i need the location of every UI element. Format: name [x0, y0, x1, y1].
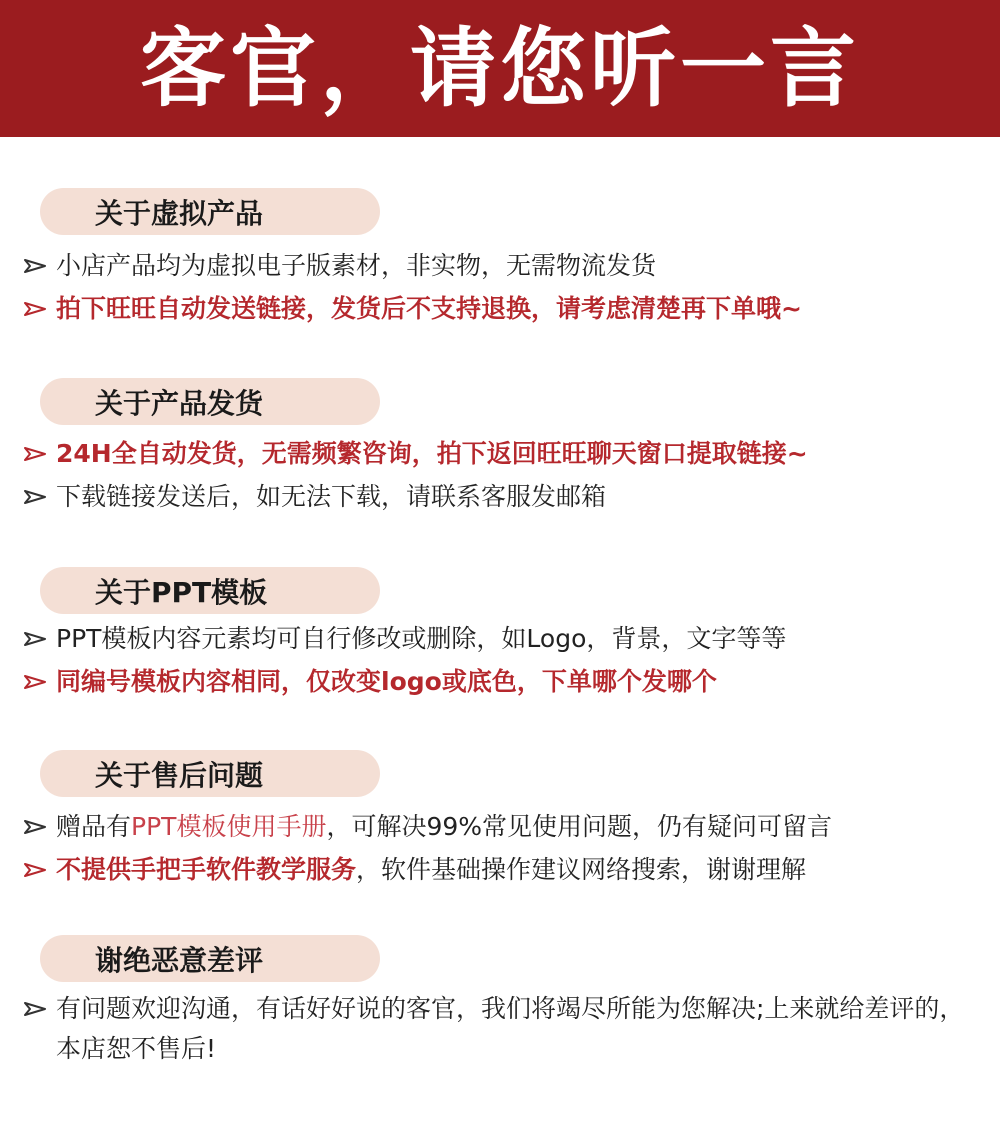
highlight-text: 不提供手把手软件教学服务	[56, 855, 357, 884]
bullet-text	[56, 807, 990, 847]
bullet-line	[20, 989, 970, 1069]
bullet-text: PPT模板内容元素均可自行修改或删除，如Logo，背景，文字等等	[56, 624, 787, 653]
arrowhead-bullet-icon	[20, 246, 50, 286]
bullet-line	[20, 662, 990, 702]
arrowhead-bullet-icon	[20, 850, 50, 890]
section-heading-pill	[40, 750, 380, 797]
banner-title: 客官，请您听一言	[140, 18, 860, 119]
arrowhead-bullet-icon	[20, 619, 50, 659]
arrowhead-bullet-icon	[20, 477, 50, 517]
section-heading: 关于售后问题	[95, 758, 264, 792]
arrowhead-bullet-icon	[20, 289, 50, 329]
section-heading: 关于虚拟产品	[95, 196, 264, 230]
bullet-text-part: ，软件基础操作建议网络搜索，谢谢理解	[356, 855, 807, 884]
bullet-line	[20, 477, 990, 517]
header-banner	[0, 0, 1000, 137]
bullet-line	[20, 246, 990, 286]
section-heading-pill	[40, 378, 380, 425]
arrowhead-bullet-icon	[20, 989, 50, 1029]
bullet-line	[20, 850, 990, 890]
bullet-line	[20, 434, 990, 474]
bullet-text	[56, 850, 990, 890]
section-heading-pill	[40, 188, 380, 235]
bullet-text: 小店产品均为虚拟电子版素材，非实物，无需物流发货	[56, 251, 657, 280]
bullet-text: 拍下旺旺自动发送链接，发货后不支持退换，请考虑清楚再下单哦~	[56, 294, 802, 323]
bullet-line	[20, 619, 990, 659]
bullet-text-part: ，可解决99%常见使用问题，仍有疑问可留言	[326, 812, 833, 841]
bullet-text-part: 赠品有	[56, 812, 132, 841]
bullet-text: 有问题欢迎沟通，有话好好说的客官，我们将竭尽所能为您解决;上来就给差评的，本店恕不售后!	[56, 994, 965, 1063]
section-heading: 关于产品发货	[95, 386, 264, 420]
bullet-line	[20, 289, 990, 329]
bullet-text: 下载链接发送后，如无法下载，请联系客服发邮箱	[56, 482, 607, 511]
arrowhead-bullet-icon	[20, 807, 50, 847]
arrowhead-bullet-icon	[20, 434, 50, 474]
section-heading: 谢绝恶意差评	[95, 943, 264, 977]
bullet-text: 24H全自动发货，无需频繁咨询，拍下返回旺旺聊天窗口提取链接~	[56, 439, 808, 468]
arrowhead-bullet-icon	[20, 662, 50, 702]
bullet-line	[20, 807, 990, 847]
section-heading: 关于PPT模板	[95, 575, 268, 609]
section-heading-pill	[40, 935, 380, 982]
highlight-text: PPT模板使用手册	[131, 812, 327, 841]
bullet-text: 同编号模板内容相同，仅改变logo或底色，下单哪个发哪个	[56, 667, 717, 696]
section-heading-pill	[40, 567, 380, 614]
